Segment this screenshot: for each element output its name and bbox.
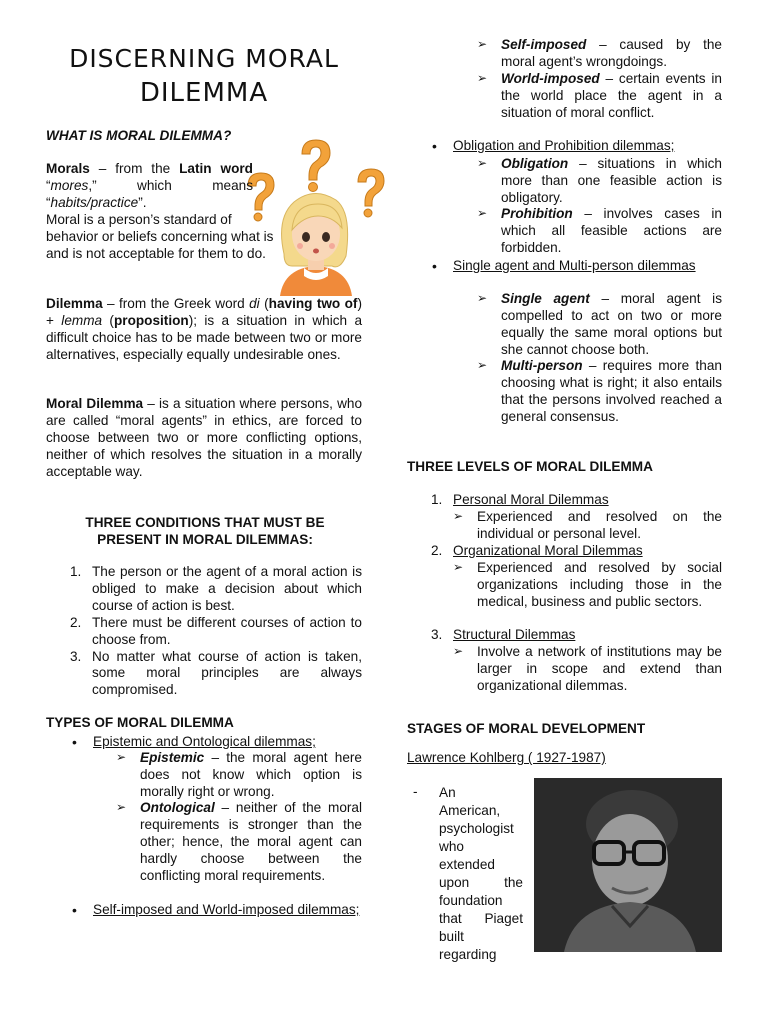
page-title-line1: DISCERNING MORAL bbox=[69, 44, 339, 73]
list-item: ➢ Prohibition – involves cases in which all feasible actions are forbidden. bbox=[477, 206, 722, 255]
conditions-list bbox=[70, 564, 362, 699]
list-item: • Single agent and Multi-person dilemmas bbox=[432, 258, 696, 274]
types-heading: TYPES OF MORAL DILEMMA bbox=[46, 715, 234, 730]
stages-heading: STAGES OF MORAL DEVELOPMENT bbox=[407, 721, 646, 736]
moral-dilemma-paragraph: Moral Dilemma – is a situation where persons, who are called “moral agents” in ethics, are forced to choose between two or more conflicting options, neither of which resolves the situation in a morally acceptable way. bbox=[46, 396, 363, 479]
list-item: 1. The person or the agent of a moral action is obliged to make a decision about which course of action is best. bbox=[70, 564, 362, 613]
list-item: • Epistemic and Ontological dilemmas; bbox=[72, 734, 316, 750]
conditions-heading: THREE CONDITIONS THAT MUST BE PRESENT IN MORAL DILEMMAS: bbox=[85, 515, 325, 547]
list-item: ➢ Epistemic – the moral agent here does not know which option is morally right or wrong. bbox=[116, 750, 362, 799]
list-item: • Self-imposed and World-imposed dilemmas; bbox=[72, 902, 360, 918]
list-item: ➢ Obligation – situations in which more than one feasible action is obligatory. bbox=[477, 156, 722, 205]
dilemma-paragraph: Dilemma – from the Greek word di (having two of) + lemma (proposition); is a situation in which a difficult choice has to be made between two or more alternatives, especially equally undesirable ones. bbox=[46, 296, 363, 362]
levels-heading: THREE LEVELS OF MORAL DILEMMA bbox=[407, 459, 653, 474]
page-title-line2: DILEMMA bbox=[139, 78, 269, 108]
dash-marker: - bbox=[413, 784, 418, 799]
list-item: ➢ Multi-person – requires more than choosing what is right; it also entails that the persons involved reached a general consensus. bbox=[477, 358, 722, 424]
what-is-heading: WHAT IS MORAL DILEMMA? bbox=[46, 128, 232, 143]
list-item: ➢ Experienced and resolved by social organizations including those in the medical, business and public sectors. bbox=[453, 560, 722, 609]
list-item: 1. Personal Moral Dilemmas bbox=[431, 492, 609, 507]
list-item: 2. Organizational Moral Dilemmas bbox=[431, 543, 643, 558]
list-item: ➢ World-imposed – certain events in the world place the agent in a situation of moral conflict. bbox=[477, 71, 722, 120]
list-item: 3. Structural Dilemmas bbox=[431, 627, 576, 642]
morals-paragraph: Morals – from the Latin word “mores,” which means “habits/practice”. bbox=[46, 161, 253, 210]
list-item: ➢ Self-imposed – caused by the moral agent’s wrongdoings. bbox=[477, 37, 722, 69]
kohlberg-description: An American, psychologist who extended upon the foundation that Piaget built regarding bbox=[439, 785, 523, 962]
list-item: ➢ Ontological – neither of the moral requirements is stronger than the other; hence, the moral agent can hardly choose between the conflicting moral requirements. bbox=[116, 800, 362, 883]
kohlberg-portrait-photo bbox=[534, 778, 722, 952]
kohlberg-link: Lawrence Kohlberg ( 1927-1987) bbox=[407, 750, 606, 765]
morals-definition: Moral is a person’s standard of behavior or beliefs concerning what is and is not acceptable for them to do. bbox=[46, 212, 274, 261]
list-item: ➢ Involve a network of institutions may be larger in scope and extend than organizational dilemmas. bbox=[453, 644, 722, 693]
list-item: ➢ Single agent – moral agent is compelled to act on two or more equally the same moral options but she cannot choose both. bbox=[477, 291, 722, 357]
list-item: • Obligation and Prohibition dilemmas; bbox=[432, 138, 675, 154]
list-item: 3. No matter what course of action is taken, some moral principles are always compromised. bbox=[70, 648, 362, 698]
list-item: 2. There must be different courses of action to choose from. bbox=[70, 614, 362, 647]
list-item: ➢ Experienced and resolved on the individual or personal level. bbox=[453, 509, 722, 541]
